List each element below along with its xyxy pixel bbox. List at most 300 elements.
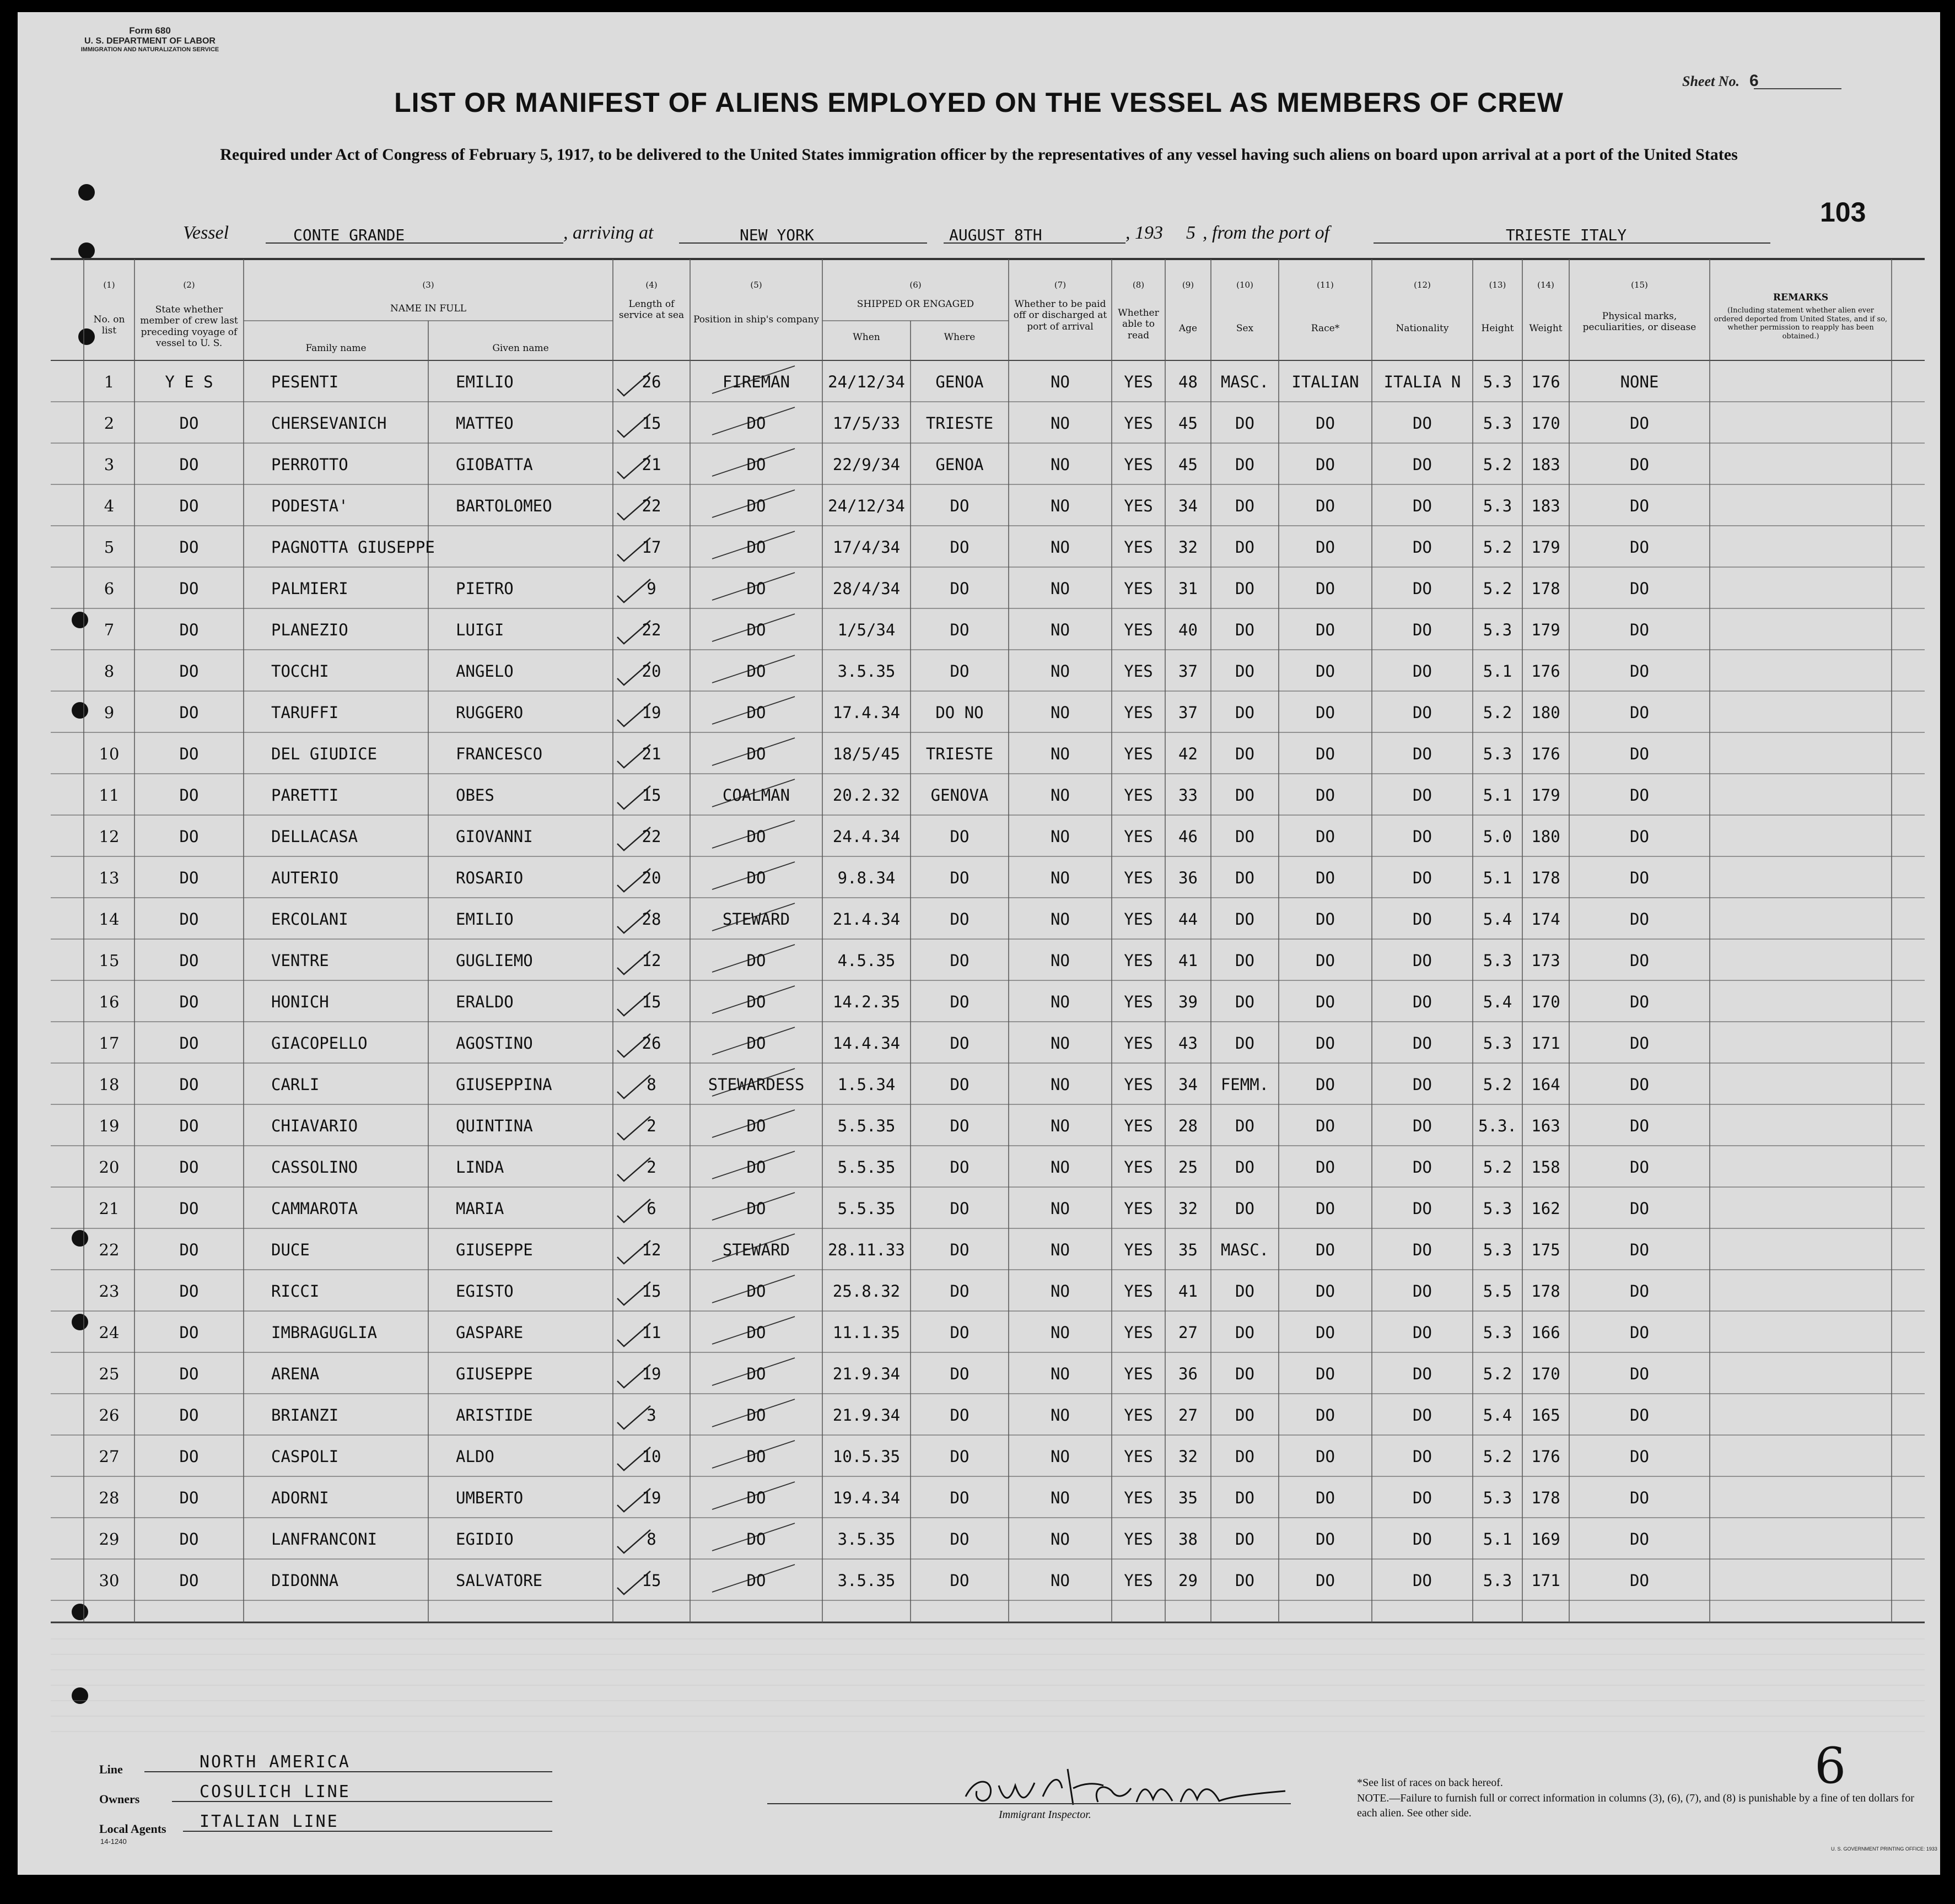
cell-when: 14.2.35 [832,993,901,1011]
cell-family: LANFRANCONI [271,1530,378,1549]
cell-when: 5.5.35 [837,1158,896,1177]
cell-when: 1/5/34 [837,621,896,639]
cell-sex: DO [1235,786,1254,805]
cell-sex: DO [1235,1447,1254,1466]
cell-position: DO [746,703,766,722]
owners-label: Owners [99,1792,140,1806]
cell-family: CHIAVARIO [271,1116,358,1135]
cell-marks: DO [1630,910,1649,929]
cell-where: DO [950,993,970,1011]
from-port-label: , from the port of [1203,223,1330,243]
cell-read: YES [1124,1406,1153,1425]
cell-read: YES [1124,1075,1153,1094]
cell-marks: DO [1630,662,1649,681]
cell-nationality: DO [1413,827,1432,846]
cell-given: AGOSTINO [456,1034,533,1053]
cell-marks: DO [1630,869,1649,887]
cell-where: DO [950,910,970,929]
cell-paid: NO [1051,579,1070,598]
cell-sex: FEMM. [1220,1075,1269,1094]
cell-when: 25.8.32 [832,1282,901,1301]
cell-paid: NO [1051,951,1070,970]
form-code: 14-1240 [100,1837,127,1846]
cell-sex: DO [1235,951,1254,970]
cell-prev: DO [179,1447,199,1466]
cell-age: 29 [1178,1571,1198,1590]
cell-position: DO [746,745,766,763]
col-8-header: Whether able to read [1118,308,1159,341]
cell-given: EGIDIO [456,1530,514,1549]
cell-age: 34 [1178,497,1198,515]
cell-service: 20 [642,869,661,887]
cell-age: 48 [1178,373,1198,391]
cell-age: 34 [1178,1075,1198,1094]
cell-service: 6 [647,1199,656,1218]
cell-paid: NO [1051,497,1070,515]
col-9-header: Age [1178,323,1198,334]
cell-when: 28/4/34 [832,579,901,598]
cell-weight: 179 [1531,786,1560,805]
cell-marks: DO [1630,1323,1649,1342]
cell-given: MARIA [456,1199,504,1218]
cell-age: 37 [1178,703,1198,722]
cell-when: 17/4/34 [832,538,901,557]
cell-no: 4 [104,497,115,515]
inspector-label: Immigrant Inspector. [999,1809,1091,1821]
cell-marks: DO [1630,745,1649,763]
cell-age: 35 [1178,1488,1198,1507]
cell-race: DO [1316,1406,1335,1425]
cell-when: 10.5.35 [832,1447,901,1466]
cell-no: 19 [99,1116,120,1135]
fine-note: NOTE.—Failure to furnish full or correct information in columns (3), (6), (7), and (8) is punishable by a fine of ten dollars for each alien. See other side. [1357,1792,1914,1819]
col-6-number: (6) [909,280,922,290]
cell-paid: NO [1051,1034,1070,1053]
cell-weight: 175 [1531,1240,1560,1259]
cell-marks: DO [1630,1406,1649,1425]
cell-read: YES [1124,1282,1153,1301]
cell-no: 5 [104,538,115,557]
cell-nationality: DO [1413,1571,1432,1590]
cell-family: ADORNI [271,1488,329,1507]
cell-prev: DO [179,786,199,805]
page-subtitle: Required under Act of Congress of February 5, 1917, to be delivered to the United States immigration officer by the representatives of any vessel having such aliens on board upon arrival at a port of the United States [220,145,1738,164]
handwritten-page-number: 6 [1814,1737,1846,1795]
cell-prev: DO [179,1199,199,1218]
cell-paid: NO [1051,786,1070,805]
cell-paid: NO [1051,1447,1070,1466]
cell-where: GENOVA [930,786,989,805]
cell-where: DO [950,951,970,970]
cell-age: 42 [1178,745,1198,763]
cell-read: YES [1124,910,1153,929]
cell-weight: 179 [1531,621,1560,639]
cell-race: DO [1316,1075,1335,1094]
cell-nationality: DO [1413,1158,1432,1177]
cell-age: 39 [1178,993,1198,1011]
cell-nationality: DO [1413,1240,1432,1259]
cell-race: ITALIAN [1291,373,1359,391]
cell-paid: NO [1051,703,1070,722]
cell-height: 5.2 [1483,1158,1512,1177]
col-3-number: (3) [422,280,434,290]
col-15-header: Physical marks, peculiarities, or disease [1582,311,1697,333]
cell-prev: DO [179,1034,199,1053]
cell-read: YES [1124,1364,1153,1383]
cell-read: YES [1124,745,1153,763]
col-4-number: (4) [645,280,658,290]
cell-no: 30 [99,1571,120,1590]
cell-weight: 178 [1531,1282,1560,1301]
cell-sex: DO [1235,910,1254,929]
cell-nationality: DO [1413,1530,1432,1549]
cell-family: PODESTA' [271,497,348,515]
cell-where: DO [950,1116,970,1135]
cell-read: YES [1124,1240,1153,1259]
cell-service: 22 [642,621,661,639]
cell-age: 25 [1178,1158,1198,1177]
cell-race: DO [1316,579,1335,598]
cell-age: 35 [1178,1240,1198,1259]
cell-read: YES [1124,414,1153,433]
cell-service: 3 [647,1406,656,1425]
cell-position: DO [746,621,766,639]
cell-read: YES [1124,786,1153,805]
cell-when: 5.5.35 [837,1116,896,1135]
cell-when: 28.11.33 [828,1240,905,1259]
cell-sex: DO [1235,662,1254,681]
cell-position: DO [746,993,766,1011]
cell-when: 17.4.34 [832,703,901,722]
cell-nationality: DO [1413,1282,1432,1301]
cell-prev: DO [179,869,199,887]
cell-race: DO [1316,1158,1335,1177]
cell-nationality: ITALIA N [1383,373,1461,391]
cell-prev: DO [179,414,199,433]
cell-where: TRIESTE [925,745,994,763]
cell-where: DO [950,497,970,515]
cell-prev: DO [179,1530,199,1549]
sheet-number-label: Sheet No. [1682,73,1739,89]
cell-height: 5.1 [1483,786,1512,805]
cell-no: 7 [104,621,115,639]
cell-age: 44 [1178,910,1198,929]
cell-marks: DO [1630,703,1649,722]
cell-service: 15 [642,993,661,1011]
cell-where: GENOA [935,455,984,474]
cell-given: RUGGERO [456,703,524,722]
cell-nationality: DO [1413,1323,1432,1342]
cell-nationality: DO [1413,1199,1432,1218]
sheet-number-value: 6 [1749,72,1759,90]
col-2-number: (2) [183,280,195,290]
cell-no: 20 [99,1158,120,1177]
cell-sex: DO [1235,1364,1254,1383]
cell-family: PESENTI [271,373,339,391]
arrival-port: NEW YORK [740,226,814,244]
cell-sex: DO [1235,1282,1254,1301]
cell-given: MATTEO [456,414,514,433]
cell-position: DO [746,869,766,887]
cell-service: 12 [642,951,661,970]
cell-weight: 176 [1531,745,1560,763]
cell-height: 5.3 [1483,414,1512,433]
cell-nationality: DO [1413,579,1432,598]
cell-weight: 180 [1531,703,1560,722]
cell-marks: DO [1630,1075,1649,1094]
cell-marks: DO [1630,538,1649,557]
cell-when: 17/5/33 [832,414,901,433]
cell-height: 5.3 [1483,951,1512,970]
cell-read: YES [1124,993,1153,1011]
cell-prev: DO [179,951,199,970]
cell-family: CASPOLI [271,1447,339,1466]
cell-read: YES [1124,1199,1153,1218]
cell-paid: NO [1051,1364,1070,1383]
cell-prev: Y E S [165,373,213,391]
cell-race: DO [1316,455,1335,474]
cell-no: 22 [99,1240,120,1259]
cell-where: DO [950,621,970,639]
cell-read: YES [1124,621,1153,639]
cell-race: DO [1316,1282,1335,1301]
cell-given: GIUSEPPE [456,1240,533,1259]
cell-family: TOCCHI [271,662,329,681]
cell-given: GUGLIEMO [456,951,533,970]
cell-position: DO [746,951,766,970]
col-13-number: (13) [1489,280,1506,290]
cell-marks: DO [1630,1488,1649,1507]
cell-age: 36 [1178,869,1198,887]
cell-position: DO [746,1199,766,1218]
cell-weight: 166 [1531,1323,1560,1342]
cell-race: DO [1316,869,1335,887]
cell-weight: 163 [1531,1116,1560,1135]
form-number: Form 680 [129,25,171,36]
cell-family: PERROTTO [271,455,348,474]
cell-height: 5.3 [1483,1199,1512,1218]
cell-no: 12 [99,827,120,846]
cell-paid: NO [1051,1075,1070,1094]
cell-family: CARLI [271,1075,320,1094]
cell-sex: DO [1235,1034,1254,1053]
cell-height: 5.3 [1483,621,1512,639]
cell-prev: DO [179,621,199,639]
cell-height: 5.2 [1483,1364,1512,1383]
cell-when: 9.8.34 [837,869,896,887]
cell-position: DO [746,1034,766,1053]
cell-given: LUIGI [456,621,504,639]
cell-family: ERCOLANI [271,910,348,929]
cell-nationality: DO [1413,869,1432,887]
cell-paid: NO [1051,1571,1070,1590]
cell-sex: DO [1235,414,1254,433]
cell-height: 5.2 [1483,703,1512,722]
cell-no: 9 [104,703,115,722]
cell-weight: 170 [1531,993,1560,1011]
cell-nationality: DO [1413,1034,1432,1053]
cell-marks: DO [1630,497,1649,515]
col-6-where-header: Where [944,332,976,343]
cell-paid: NO [1051,455,1070,474]
cell-weight: 165 [1531,1406,1560,1425]
cell-where: DO [950,538,970,557]
cell-where: DO [950,1158,970,1177]
remarks-subheader: (Including statement whether alien ever ordered deported from United States, and if so, whether permission to reapply has been obtained.) [1714,306,1888,341]
cell-service: 19 [642,1488,661,1507]
col-12-number: (12) [1414,280,1431,290]
cell-sex: MASC. [1220,1240,1269,1259]
cell-no: 2 [104,414,115,433]
cell-race: DO [1316,1447,1335,1466]
cell-marks: DO [1630,1571,1649,1590]
cell-marks: DO [1630,827,1649,846]
col-5-number: (5) [750,280,762,290]
cell-read: YES [1124,579,1153,598]
cell-service: 8 [647,1075,656,1094]
cell-age: 37 [1178,662,1198,681]
cell-family: ARENA [271,1364,320,1383]
cell-race: DO [1316,910,1335,929]
table-grid [18,12,1940,1875]
cell-race: DO [1316,1240,1335,1259]
cell-service: 15 [642,1571,661,1590]
cell-marks: DO [1630,1447,1649,1466]
cell-race: DO [1316,745,1335,763]
cell-service: 2 [647,1158,656,1177]
cell-family: CASSOLINO [271,1158,358,1177]
cell-race: DO [1316,1571,1335,1590]
cell-age: 32 [1178,1447,1198,1466]
service-name: IMMIGRATION AND NATURALIZATION SERVICE [80,46,219,53]
cell-marks: DO [1630,786,1649,805]
cell-weight: 178 [1531,1488,1560,1507]
cell-age: 43 [1178,1034,1198,1053]
cell-weight: 178 [1531,579,1560,598]
cell-height: 5.3. [1478,1116,1517,1135]
cell-age: 45 [1178,414,1198,433]
cell-paid: NO [1051,538,1070,557]
cell-prev: DO [179,662,199,681]
cell-age: 41 [1178,951,1198,970]
col-13-header: Height [1481,323,1514,334]
cell-no: 21 [99,1199,120,1218]
cell-service: 26 [642,1034,661,1053]
cell-service: 22 [642,827,661,846]
cell-service: 19 [642,1364,661,1383]
cell-race: DO [1316,538,1335,557]
cell-position: DO [746,538,766,557]
cell-position: STEWARD [722,910,790,929]
cell-no: 3 [104,455,115,474]
cell-service: 12 [642,1240,661,1259]
cell-prev: DO [179,703,199,722]
cell-where: DO [950,1282,970,1301]
cell-family: IMBRAGUGLIA [271,1323,378,1342]
cell-marks: DO [1630,993,1649,1011]
cell-paid: NO [1051,910,1070,929]
cell-race: DO [1316,1323,1335,1342]
cell-when: 22/9/34 [832,455,901,474]
inspector-signature [955,1758,1307,1813]
cell-weight: 176 [1531,662,1560,681]
cell-when: 21.9.34 [832,1406,901,1425]
cell-where: DO [950,1488,970,1507]
cell-service: 20 [642,662,661,681]
col-15-number: (15) [1631,280,1648,290]
cell-given: EMILIO [456,910,514,929]
cell-sex: DO [1235,745,1254,763]
cell-prev: DO [179,1075,199,1094]
cell-age: 40 [1178,621,1198,639]
cell-service: 28 [642,910,661,929]
cell-marks: DO [1630,1530,1649,1549]
cell-age: 38 [1178,1530,1198,1549]
cell-weight: 176 [1531,373,1560,391]
cell-height: 5.4 [1483,1406,1512,1425]
cell-weight: 171 [1531,1034,1560,1053]
cell-given: EMILIO [456,373,514,391]
col-3-given-header: Given name [492,343,549,354]
cell-sex: DO [1235,1116,1254,1135]
cell-race: DO [1316,662,1335,681]
cell-prev: DO [179,1240,199,1259]
cell-marks: DO [1630,1116,1649,1135]
cell-family: HONICH [271,993,329,1011]
cell-service: 26 [642,373,661,391]
cell-when: 5.5.35 [837,1199,896,1218]
cell-height: 5.2 [1483,1447,1512,1466]
cell-where: GENOA [935,373,984,391]
cell-nationality: DO [1413,703,1432,722]
cell-no: 13 [99,869,120,887]
cell-marks: DO [1630,1199,1649,1218]
cell-prev: DO [179,455,199,474]
cell-race: DO [1316,414,1335,433]
cell-paid: NO [1051,745,1070,763]
cell-sex: DO [1235,827,1254,846]
cell-position: DO [746,662,766,681]
cell-marks: DO [1630,455,1649,474]
cell-position: DO [746,1447,766,1466]
cell-paid: NO [1051,827,1070,846]
cell-prev: DO [179,1406,199,1425]
cell-race: DO [1316,1530,1335,1549]
cell-race: DO [1316,993,1335,1011]
cell-height: 5.3 [1483,1488,1512,1507]
cell-when: 21.9.34 [832,1364,901,1383]
cell-when: 1.5.34 [837,1075,896,1094]
cell-no: 11 [99,786,120,805]
cell-nationality: DO [1413,538,1432,557]
cell-given: GIOVANNI [456,827,533,846]
cell-position: DO [746,1364,766,1383]
cell-weight: 174 [1531,910,1560,929]
cell-given: FRANCESCO [456,745,543,763]
cell-given: ROSARIO [456,869,524,887]
cell-prev: DO [179,1364,199,1383]
page-stamp-number: 103 [1820,197,1866,228]
cell-height: 5.3 [1483,1571,1512,1590]
cell-read: YES [1124,1530,1153,1549]
cell-sex: DO [1235,579,1254,598]
cell-service: 8 [647,1530,656,1549]
cell-given: LINDA [456,1158,504,1177]
cell-family: CAMMAROTA [271,1199,358,1218]
cell-age: 32 [1178,1199,1198,1218]
cell-when: 4.5.35 [837,951,896,970]
cell-family: TARUFFI [271,703,339,722]
